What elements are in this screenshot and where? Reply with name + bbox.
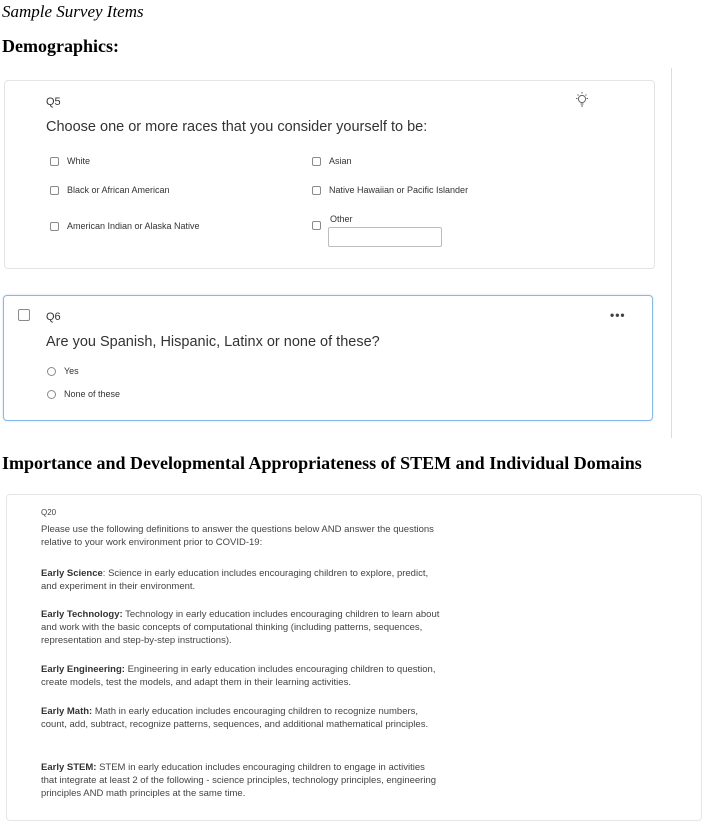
- option-white[interactable]: White: [50, 156, 90, 166]
- definition-early-engineering: Early Engineering: Engineering in early education includes encouraging children to question, create models, test the models, and adapt them in their learning activities.: [41, 664, 436, 688]
- option-asian[interactable]: Asian: [312, 156, 352, 166]
- section-heading-demographics: Demographics:: [2, 36, 119, 56]
- definition-early-stem: Early STEM: STEM in early education includes encouraging children to engage in activities that integrate at least 2 of the following - science principles, technology principles, engineering principles AND math principles at the same time.: [41, 762, 437, 799]
- checkbox[interactable]: [50, 186, 59, 195]
- question-card-q6[interactable]: [3, 295, 653, 421]
- question-text: Are you Spanish, Hispanic, Latinx or none of these?: [46, 334, 380, 350]
- question-number: Q20: [41, 508, 57, 517]
- editor-divider: [671, 68, 672, 438]
- option-native-hawaiian[interactable]: Native Hawaiian or Pacific Islander: [312, 185, 468, 195]
- checkbox[interactable]: [50, 222, 59, 231]
- option-other[interactable]: [312, 221, 329, 230]
- option-black-or-african-american[interactable]: Black or African American: [50, 185, 170, 195]
- option-other-label: Other: [330, 214, 353, 224]
- option-yes[interactable]: Yes: [47, 366, 79, 376]
- question-card-q5[interactable]: [4, 80, 655, 269]
- question-number: Q5: [46, 96, 61, 108]
- question-text: Choose one or more races that you consider yourself to be:: [46, 119, 428, 135]
- checkbox[interactable]: [312, 221, 321, 230]
- option-none-of-these[interactable]: None of these: [47, 389, 120, 399]
- definition-early-science: Early Science: Science in early education includes encouraging children to explore, predict, and experiment in their environment.: [41, 568, 429, 592]
- question-intro: Please use the following definitions to answer the questions below AND answer the questions relative to your work environment prior to COVID-19:: [41, 524, 434, 548]
- section-heading-stem: Importance and Developmental Appropriateness of STEM and Individual Domains: [2, 453, 642, 473]
- option-american-indian[interactable]: American Indian or Alaska Native: [50, 221, 200, 231]
- checkbox[interactable]: [312, 186, 321, 195]
- radio-button[interactable]: [47, 367, 56, 376]
- checkbox[interactable]: [312, 157, 321, 166]
- checkbox[interactable]: [50, 157, 59, 166]
- radio-button[interactable]: [47, 390, 56, 399]
- question-number: Q6: [46, 311, 61, 323]
- select-question-checkbox[interactable]: [18, 309, 30, 321]
- lightbulb-icon[interactable]: [573, 91, 591, 109]
- document-title: Sample Survey Items: [2, 2, 144, 21]
- more-options-icon[interactable]: •••: [610, 308, 626, 322]
- question-card-q20[interactable]: [6, 494, 702, 821]
- definition-early-math: Early Math: Math in early education includes encouraging children to recognize numbers, count, add, subtract, recognize patterns, sequences, and additional mathematical principles.: [41, 706, 429, 730]
- other-text-input[interactable]: [328, 227, 442, 247]
- definition-early-technology: Early Technology: Technology in early education includes encouraging children to learn about and work with the basic concepts of computational thinking (including patterns, sequences, representation and step-by-step instructions).: [41, 609, 440, 646]
